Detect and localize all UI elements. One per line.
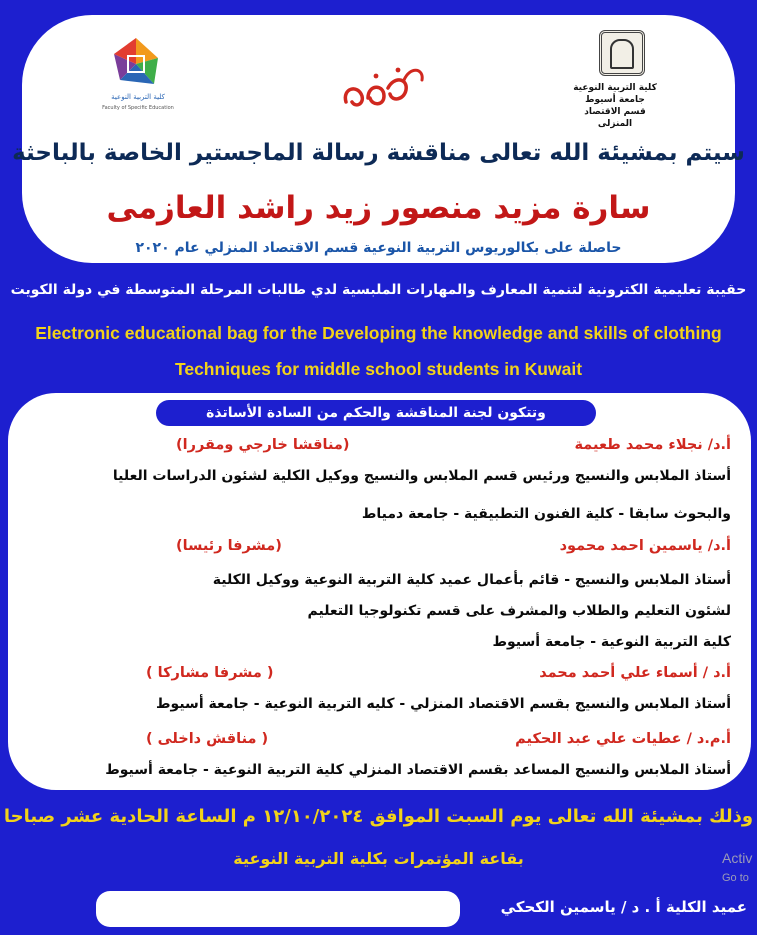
thesis-title-en-line-2: Techniques for middle school students in Kuwait [174,359,583,379]
announcement-intro: سيتم بمشيئة الله تعالى مناقشة رسالة الماجستير الخاصة بالباحثة [12,140,745,166]
member-2-name: أ.د/ ياسمين احمد محمود [559,538,731,554]
committee-heading: وتتكون لجنة المناقشة والحكم من السادة الأساتذة [156,400,596,426]
member-3-role: ( مشرفا مشاركا ) [146,665,274,681]
member-4-line-1: أستاذ الملابس والنسيج المساعد بقسم الاقتصاد المنزلي كلية التربية النوعية - جامعة أسيوط [105,762,731,778]
college-line-2: جامعة أسيوط [585,95,645,105]
member-4-header [26,731,731,747]
activation-watermark [722,848,752,888]
thesis-title-en-line-1: Electronic educational bag for the Developing the knowledge and skills of clothing [35,323,722,343]
member-1-line-2: والبحوث سابقا - كلية الفنون التطبيقية - جامعة دمياط [361,506,731,522]
researcher-degree: حاصلة على بكالوريوس التربية النوعية قسم الاقتصاد المنزلي عام ٢٠٢٠ [135,240,622,256]
member-1-line-1: أستاذ الملابس والنسيج ورئيس قسم الملابس والنسيج ووكيل الكلية لشئون الدراسات العليا [112,468,731,484]
college-line-3: قسم الاقتصاد المنزلى [584,107,646,129]
blank-box [96,891,460,927]
member-1-role: (مناقشا خارجي ومقررا) [176,437,350,453]
researcher-name: سارة مزيد منصور زيد راشد العازمى [106,190,651,226]
college-name-block [570,82,660,130]
member-3-header [26,665,731,681]
faculty-logo-en: Faculty of Specific Education [102,105,174,111]
member-2-header [26,538,731,554]
watermark-line-1: Activ [722,850,753,866]
defense-venue: بقاعة المؤتمرات بكلية التربية النوعية [233,849,524,868]
member-2-line-1: أستاذ الملابس والنسيج - قائم بأعمال عميد كلية التربية النوعية ووكيل الكلية [212,572,731,588]
member-2-line-3: كلية التربية النوعية - جامعة أسيوط [492,634,731,650]
member-4-name: أ.م.د / عطيات علي عبد الحكيم [515,731,731,747]
dean-signature: عميد الكلية أ . د / ياسمين الكحكي [500,898,747,916]
defense-date: وذلك بمشيئة الله تعالى يوم السبت الموافق ١٢/١٠/٢٠٢٤ م الساعة الحادية عشر صباحا [3,806,754,827]
faculty-logo-icon [108,36,164,92]
member-1-header [26,437,731,453]
assiut-university-logo-icon [599,30,645,76]
thesis-title-ar: حقيبة تعليمية الكترونية لتنمية المعارف والمهارات الملبسية لدي طالبات المرحلة المتوسطة في دولة الكويت [10,282,747,298]
member-3-name: أ.د / أسماء علي أحمد محمد [539,665,731,681]
member-1-name: أ.د/ نجلاء محمد طعيمة [574,437,731,453]
member-2-role: (مشرفا رئيسا) [176,538,282,554]
faculty-logo-ar: كلية التربية النوعية [111,93,165,101]
member-2-line-2: لشئون التعليم والطلاب والمشرف على قسم تكنولوجيا التعليم [307,603,731,619]
member-4-role: ( مناقش داخلى ) [146,731,269,747]
member-3-line-1: أستاذ الملابس والنسيج بقسم الاقتصاد المنزلي - كليه التربية النوعية - جامعة أسيوط [156,696,731,712]
college-line-1: كلية التربية النوعية [573,83,657,93]
watermark-line-2: Go to [722,872,749,884]
calligraphy-logo-icon [338,58,428,114]
faculty-logo-caption [98,92,178,114]
